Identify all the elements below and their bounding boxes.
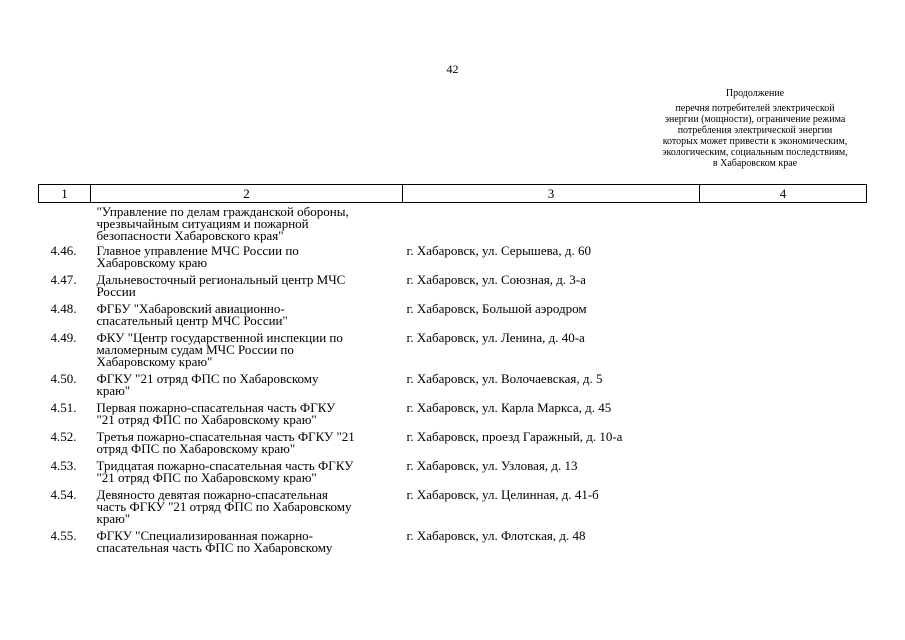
org-name xyxy=(91,300,403,329)
org-name xyxy=(91,428,403,457)
org-name-line: чрезвычайным ситуациям и пожарной xyxy=(96,216,309,231)
col-4-cell xyxy=(700,329,867,370)
col-4-cell xyxy=(700,457,867,486)
note-line: потребления электрической энергии xyxy=(677,125,833,136)
header-col-3: 3 xyxy=(403,185,700,203)
header-col-1: 1 xyxy=(39,185,91,203)
org-name xyxy=(91,242,403,271)
col-4-cell xyxy=(700,242,867,271)
org-address: г. Хабаровск, ул. Ленина, д. 40-а xyxy=(406,330,585,345)
org-name-line: краю" xyxy=(96,511,131,526)
org-name xyxy=(91,486,403,527)
org-name-line: ФКУ "Центр государственной инспекции по xyxy=(96,330,343,345)
org-name xyxy=(91,370,403,399)
org-name-line: "21 отряд ФПС по Хабаровскому краю" xyxy=(96,412,317,427)
org-name-line: ФГКУ "21 отряд ФПС по Хабаровскому xyxy=(96,371,319,386)
table-row xyxy=(39,300,867,329)
org-name-line: Хабаровскому краю xyxy=(96,255,208,270)
org-name-line: краю" xyxy=(96,383,131,398)
table-row xyxy=(39,203,867,243)
col-4-cell xyxy=(700,428,867,457)
continuation-note xyxy=(630,88,880,169)
header-col-2: 2 xyxy=(91,185,403,203)
org-address: г. Хабаровск, ул. Волочаевская, д. 5 xyxy=(406,371,603,386)
org-address: г. Хабаровск, ул. Флотская, д. 48 xyxy=(406,528,586,543)
note-line: перечня потребителей электрической xyxy=(675,103,835,114)
table-row xyxy=(39,527,867,556)
note-line: энергии (мощности), ограничение режима xyxy=(664,114,846,125)
consumers-table xyxy=(38,184,867,556)
org-name xyxy=(91,329,403,370)
note-line: в Хабаровском крае xyxy=(712,158,798,169)
row-number: 4.50. xyxy=(50,371,77,386)
header-col-4: 4 xyxy=(700,185,867,203)
org-address: г. Хабаровск, ул. Серышева, д. 60 xyxy=(406,243,591,258)
note-line: которых может привести к экономическим, xyxy=(662,136,848,147)
org-address: г. Хабаровск, проезд Гаражный, д. 10-а xyxy=(406,429,623,444)
row-number: 4.52. xyxy=(50,429,77,444)
org-name-line: "21 отряд ФПС по Хабаровскому краю" xyxy=(96,470,317,485)
org-name-line: России xyxy=(96,284,136,299)
org-address: г. Хабаровск, ул. Узловая, д. 13 xyxy=(406,458,578,473)
org-name-line: Третья пожарно-спасательная часть ФГКУ "21 xyxy=(96,429,355,444)
table-row xyxy=(39,457,867,486)
row-number: 4.48. xyxy=(50,301,77,316)
org-name xyxy=(91,399,403,428)
row-number: 4.46. xyxy=(50,243,77,258)
table-row xyxy=(39,428,867,457)
org-name xyxy=(91,527,403,556)
org-address: г. Хабаровск, ул. Целинная, д. 41-б xyxy=(406,487,599,502)
col-4-cell xyxy=(700,486,867,527)
org-name-line: Дальневосточный региональный центр МЧС xyxy=(96,272,346,287)
continuation-label: Продолжение xyxy=(725,88,785,99)
table-row xyxy=(39,329,867,370)
table-row xyxy=(39,242,867,271)
org-address: г. Хабаровск, ул. Союзная, д. 3-а xyxy=(406,272,586,287)
org-name-line: Хабаровскому краю" xyxy=(96,354,213,369)
col-4-cell xyxy=(700,370,867,399)
org-name-line: безопасности Хабаровского края" xyxy=(96,228,284,243)
org-name-line: ФГБУ "Хабаровский авиационно- xyxy=(96,301,285,316)
row-number: 4.55. xyxy=(50,528,77,543)
table-row xyxy=(39,370,867,399)
org-name xyxy=(91,457,403,486)
org-name-line: "Управление по делам гражданской обороны, xyxy=(96,204,349,219)
row-number: 4.53. xyxy=(50,458,77,473)
col-4-cell xyxy=(700,271,867,300)
row-number: 4.47. xyxy=(50,272,77,287)
org-name-line: Девяносто девятая пожарно-спасательная xyxy=(96,487,328,502)
org-name xyxy=(91,271,403,300)
col-4-cell xyxy=(700,399,867,428)
header-row xyxy=(39,185,867,203)
org-address: г. Хабаровск, ул. Карла Маркса, д. 45 xyxy=(406,400,612,415)
row-number: 4.51. xyxy=(50,400,77,415)
org-name-line: отряд ФПС по Хабаровскому краю" xyxy=(96,441,296,456)
org-name-line: маломерным судам МЧС России по xyxy=(96,342,294,357)
org-name-line: спасательный центр МЧС России" xyxy=(96,313,288,328)
table-row xyxy=(39,486,867,527)
page-number: 42 xyxy=(446,62,459,76)
table-row xyxy=(39,399,867,428)
org-name-line: Тридцатая пожарно-спасательная часть ФГКУ xyxy=(96,458,354,473)
org-address: г. Хабаровск, Большой аэродром xyxy=(406,301,587,316)
org-name-line: Главное управление МЧС России по xyxy=(96,243,299,258)
row-number: 4.49. xyxy=(50,330,77,345)
table-row xyxy=(39,271,867,300)
col-4-cell xyxy=(700,300,867,329)
row-number: 4.54. xyxy=(50,487,77,502)
org-name xyxy=(91,203,403,243)
org-name-line: Первая пожарно-спасательная часть ФГКУ xyxy=(96,400,336,415)
org-name-line: часть ФГКУ "21 отряд ФПС по Хабаровскому xyxy=(96,499,352,514)
org-name-line: спасательная часть ФПС по Хабаровскому xyxy=(96,540,333,555)
note-line: экологическим, социальным последствиям, xyxy=(662,147,848,158)
col-4-cell xyxy=(700,527,867,556)
org-name-line: ФГКУ "Специализированная пожарно- xyxy=(96,528,314,543)
